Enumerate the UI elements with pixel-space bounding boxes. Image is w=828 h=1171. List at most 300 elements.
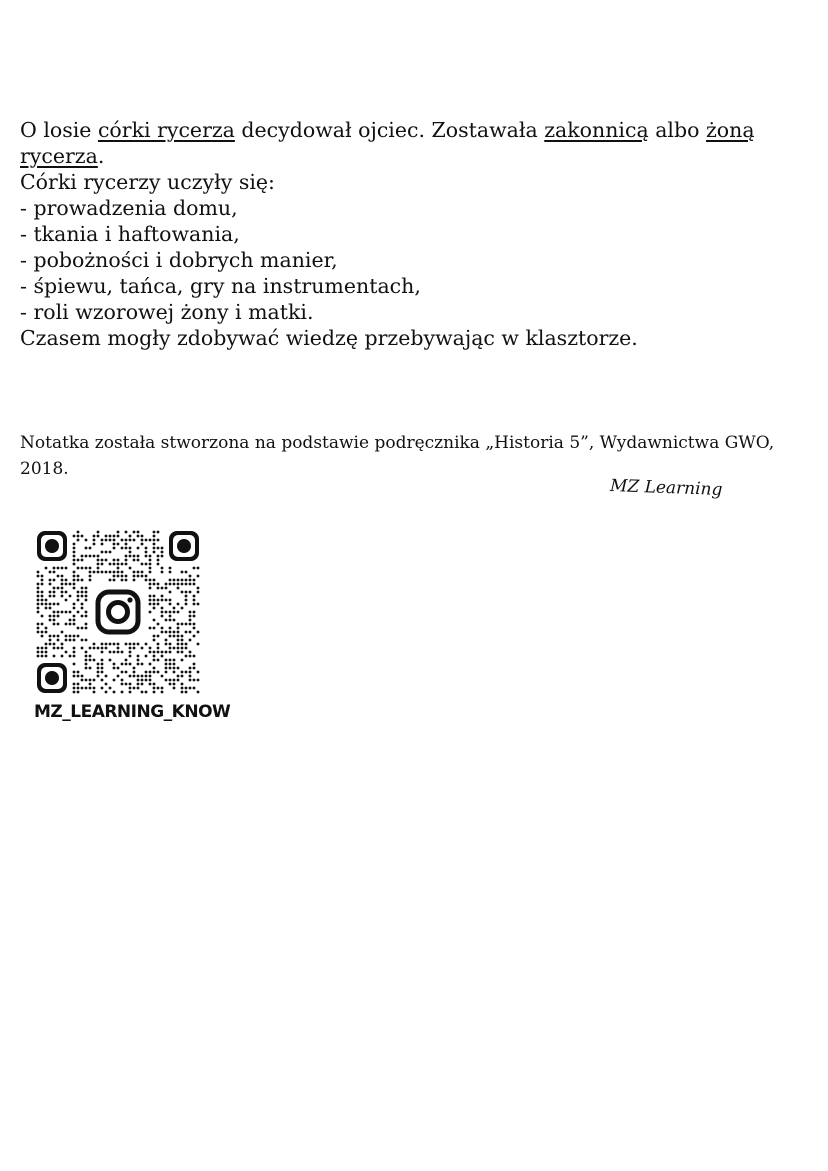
qr-module <box>77 575 80 578</box>
qr-module <box>41 655 44 658</box>
qr-module <box>77 579 80 582</box>
qr-module <box>145 575 148 578</box>
qr-module <box>61 583 64 586</box>
qr-module <box>133 675 136 678</box>
qr-module <box>81 595 84 598</box>
qr-module <box>145 551 148 554</box>
qr-module <box>125 579 128 582</box>
qr-module <box>141 683 144 686</box>
qr-module <box>153 551 156 554</box>
qr-module <box>89 659 92 662</box>
qr-module <box>129 691 132 694</box>
qr-module <box>161 567 164 570</box>
qr-module <box>77 599 80 602</box>
qr-module <box>97 671 100 674</box>
qr-module <box>45 567 48 570</box>
qr-module <box>149 671 152 674</box>
qr-module <box>129 535 132 538</box>
qr-module <box>137 643 140 646</box>
qr-module <box>141 675 144 678</box>
qr-module <box>41 599 44 602</box>
qr-module <box>45 631 48 634</box>
qr-module <box>65 623 68 626</box>
qr-module <box>73 563 76 566</box>
qr-module <box>193 667 196 670</box>
qr-module <box>165 639 168 642</box>
qr-module <box>153 691 156 694</box>
qr-module <box>81 687 84 690</box>
qr-module <box>85 663 88 666</box>
qr-module <box>109 571 112 574</box>
qr-module <box>153 639 156 642</box>
qr-module <box>189 579 192 582</box>
qr-module <box>157 647 160 650</box>
qr-module <box>145 675 148 678</box>
qr-module <box>53 615 56 618</box>
qr-module <box>153 635 156 638</box>
qr-module <box>49 595 52 598</box>
intro-text-1: O losie <box>20 118 98 142</box>
qr-module <box>129 663 132 666</box>
qr-module <box>197 643 200 646</box>
qr-module <box>109 687 112 690</box>
qr-module <box>121 563 124 566</box>
qr-module <box>113 543 116 546</box>
qr-module <box>173 683 176 686</box>
qr-module <box>97 667 100 670</box>
qr-module <box>185 595 188 598</box>
intro-paragraph <box>20 117 810 169</box>
qr-module <box>141 563 144 566</box>
qr-module <box>141 539 144 542</box>
qr-module <box>85 547 88 550</box>
qr-module <box>61 643 64 646</box>
qr-module <box>145 563 148 566</box>
qr-module <box>73 619 76 622</box>
qr-module <box>117 563 120 566</box>
qr-module <box>161 627 164 630</box>
qr-module <box>197 575 200 578</box>
qr-module <box>117 667 120 670</box>
qr-module <box>149 679 152 682</box>
qr-module <box>109 539 112 542</box>
qr-module <box>165 611 168 614</box>
qr-module <box>57 615 60 618</box>
qr-module <box>65 567 68 570</box>
qr-module <box>193 635 196 638</box>
qr-module <box>89 667 92 670</box>
qr-module <box>101 667 104 670</box>
qr-module <box>121 691 124 694</box>
qr-module <box>141 575 144 578</box>
qr-module <box>109 659 112 662</box>
qr-module <box>125 559 128 562</box>
qr-module <box>129 675 132 678</box>
qr-module <box>157 659 160 662</box>
qr-module <box>169 683 172 686</box>
qr-module <box>81 567 84 570</box>
qr-module <box>189 655 192 658</box>
qr-module <box>89 567 92 570</box>
qr-module <box>177 623 180 626</box>
qr-module <box>101 671 104 674</box>
qr-module <box>161 615 164 618</box>
qr-module <box>49 583 52 586</box>
term-zona-rycerza: żoną rycerza <box>20 118 755 168</box>
qr-module <box>85 555 88 558</box>
qr-module <box>113 663 116 666</box>
qr-module <box>53 623 56 626</box>
qr-module <box>45 655 48 658</box>
qr-module <box>193 663 196 666</box>
qr-module <box>157 547 160 550</box>
qr-module <box>73 675 76 678</box>
qr-module <box>169 619 172 622</box>
intro-text-2: decydował ojciec. Zostawała <box>234 118 545 142</box>
qr-module <box>121 539 124 542</box>
qr-module <box>185 571 188 574</box>
qr-module <box>169 631 172 634</box>
qr-module <box>105 691 108 694</box>
qr-module <box>165 643 168 646</box>
qr-module <box>189 687 192 690</box>
qr-module <box>137 571 140 574</box>
qr-module <box>113 539 116 542</box>
qr-module <box>89 575 92 578</box>
qr-module <box>101 647 104 650</box>
qr-module <box>189 651 192 654</box>
qr-module <box>125 659 128 662</box>
qr-module <box>181 591 184 594</box>
qr-module <box>105 539 108 542</box>
qr-module <box>37 627 40 630</box>
qr-module <box>181 683 184 686</box>
qr-module <box>57 567 60 570</box>
qr-module <box>141 647 144 650</box>
qr-module <box>61 575 64 578</box>
qr-module <box>81 675 84 678</box>
qr-module <box>49 607 52 610</box>
qr-module <box>97 571 100 574</box>
qr-module <box>81 591 84 594</box>
qr-module <box>121 547 124 550</box>
qr-module <box>117 531 120 534</box>
qr-module <box>85 591 88 594</box>
qr-module <box>177 627 180 630</box>
qr-module <box>37 623 40 626</box>
qr-module <box>101 563 104 566</box>
qr-module <box>133 671 136 674</box>
qr-module <box>109 643 112 646</box>
qr-module <box>105 571 108 574</box>
qr-module <box>189 615 192 618</box>
qr-module <box>45 651 48 654</box>
qr-module <box>193 679 196 682</box>
qr-module <box>177 643 180 646</box>
qr-module <box>41 595 44 598</box>
qr-module <box>197 603 200 606</box>
qr-module <box>97 559 100 562</box>
qr-module <box>77 683 80 686</box>
qr-module <box>189 583 192 586</box>
qr-module <box>93 691 96 694</box>
qr-module <box>153 687 156 690</box>
qr-module <box>97 663 100 666</box>
qr-module <box>181 607 184 610</box>
qr-module <box>161 651 164 654</box>
qr-module <box>181 639 184 642</box>
qr-module <box>157 583 160 586</box>
intro-text-3: albo <box>648 118 706 142</box>
qr-module <box>113 575 116 578</box>
qr-module <box>161 631 164 634</box>
qr-module <box>137 675 140 678</box>
qr-module <box>185 655 188 658</box>
qr-module <box>109 535 112 538</box>
qr-module <box>169 651 172 654</box>
qr-module <box>53 603 56 606</box>
qr-module <box>65 579 68 582</box>
qr-module <box>145 679 148 682</box>
qr-module <box>193 627 196 630</box>
qr-module <box>133 667 136 670</box>
qr-module <box>109 563 112 566</box>
qr-module <box>181 671 184 674</box>
qr-module <box>61 591 64 594</box>
qr-module <box>189 675 192 678</box>
qr-module <box>109 551 112 554</box>
qr-module <box>53 595 56 598</box>
qr-code[interactable] <box>36 530 200 694</box>
qr-module <box>113 547 116 550</box>
qr-module <box>153 683 156 686</box>
qr-module <box>69 635 72 638</box>
qr-module <box>109 579 112 582</box>
qr-module <box>173 667 176 670</box>
qr-module <box>133 571 136 574</box>
qr-module <box>129 683 132 686</box>
qr-module <box>45 603 48 606</box>
list-item: - tkania i haftowania, <box>20 222 240 246</box>
qr-module <box>189 611 192 614</box>
note-body <box>20 117 810 351</box>
qr-module <box>169 643 172 646</box>
qr-module <box>153 535 156 538</box>
qr-module <box>157 687 160 690</box>
qr-module <box>77 687 80 690</box>
qr-module <box>177 679 180 682</box>
qr-module <box>53 611 56 614</box>
qr-module <box>145 579 148 582</box>
qr-module <box>45 627 48 630</box>
qr-module <box>81 607 84 610</box>
qr-module <box>105 559 108 562</box>
qr-module <box>73 579 76 582</box>
qr-module <box>129 651 132 654</box>
qr-module <box>121 571 124 574</box>
qr-module <box>137 659 140 662</box>
qr-module <box>81 579 84 582</box>
qr-module <box>93 679 96 682</box>
qr-module <box>85 587 88 590</box>
qr-module <box>181 691 184 694</box>
qr-module <box>149 587 152 590</box>
qr-module <box>181 571 184 574</box>
qr-module <box>73 651 76 654</box>
qr-module <box>37 603 40 606</box>
qr-module <box>77 559 80 562</box>
qr-module <box>85 595 88 598</box>
qr-module <box>181 647 184 650</box>
qr-module <box>129 547 132 550</box>
qr-module <box>197 671 200 674</box>
qr-module <box>77 531 80 534</box>
qr-module <box>169 599 172 602</box>
qr-module <box>113 679 116 682</box>
qr-module <box>77 611 80 614</box>
qr-module <box>165 619 168 622</box>
qr-module <box>73 691 76 694</box>
qr-module <box>81 647 84 650</box>
qr-module <box>73 607 76 610</box>
qr-module <box>65 591 68 594</box>
qr-module <box>185 623 188 626</box>
qr-module <box>153 659 156 662</box>
qr-module <box>65 583 68 586</box>
qr-module <box>93 555 96 558</box>
qr-module <box>181 623 184 626</box>
qr-module <box>73 671 76 674</box>
qr-module <box>113 691 116 694</box>
qr-module <box>85 639 88 642</box>
qr-module <box>49 591 52 594</box>
qr-module <box>173 659 176 662</box>
qr-module <box>69 639 72 642</box>
qr-module <box>157 651 160 654</box>
qr-module <box>85 667 88 670</box>
qr-module <box>169 663 172 666</box>
qr-module <box>73 687 76 690</box>
qr-module <box>165 663 168 666</box>
qr-module <box>145 643 148 646</box>
qr-module <box>57 575 60 578</box>
qr-module <box>89 687 92 690</box>
qr-module <box>113 559 116 562</box>
qr-module <box>77 591 80 594</box>
qr-module <box>53 591 56 594</box>
qr-module <box>153 627 156 630</box>
qr-module <box>153 595 156 598</box>
qr-module <box>173 579 176 582</box>
qr-module <box>157 559 160 562</box>
qr-module <box>169 635 172 638</box>
qr-module <box>121 651 124 654</box>
qr-module <box>173 583 176 586</box>
qr-module <box>185 603 188 606</box>
qr-module <box>81 535 84 538</box>
qr-module <box>73 639 76 642</box>
qr-module <box>137 535 140 538</box>
qr-module <box>37 591 40 594</box>
qr-module <box>153 579 156 582</box>
qr-module <box>181 675 184 678</box>
qr-module <box>89 647 92 650</box>
qr-module <box>165 651 168 654</box>
qr-module <box>149 555 152 558</box>
qr-module <box>117 543 120 546</box>
qr-module <box>149 663 152 666</box>
qr-module <box>185 599 188 602</box>
qr-module <box>121 575 124 578</box>
qr-module <box>161 555 164 558</box>
qr-module <box>61 631 64 634</box>
qr-module <box>177 635 180 638</box>
qr-module <box>101 687 104 690</box>
qr-module <box>53 579 56 582</box>
qr-module <box>125 547 128 550</box>
qr-module <box>45 647 48 650</box>
qr-module <box>73 575 76 578</box>
qr-module <box>93 535 96 538</box>
qr-module <box>165 671 168 674</box>
term-zakonnica: zakonnicą <box>544 118 649 142</box>
qr-module <box>169 603 172 606</box>
qr-module <box>193 687 196 690</box>
qr-module <box>77 595 80 598</box>
qr-module <box>73 663 76 666</box>
qr-module <box>73 535 76 538</box>
qr-module <box>73 571 76 574</box>
qr-module <box>149 647 152 650</box>
qr-module <box>117 567 120 570</box>
qr-module <box>181 583 184 586</box>
qr-module <box>149 563 152 566</box>
qr-module <box>173 663 176 666</box>
qr-module <box>89 579 92 582</box>
qr-module <box>53 655 56 658</box>
qr-module <box>145 539 148 542</box>
qr-module <box>137 559 140 562</box>
qr-module <box>101 551 104 554</box>
qr-module <box>157 563 160 566</box>
qr-module <box>105 647 108 650</box>
qr-module <box>93 571 96 574</box>
qr-module <box>61 587 64 590</box>
qr-module <box>101 679 104 682</box>
qr-module <box>153 651 156 654</box>
qr-module <box>81 603 84 606</box>
qr-module <box>181 651 184 654</box>
qr-module <box>157 671 160 674</box>
qr-module <box>149 603 152 606</box>
qr-module <box>73 559 76 562</box>
qr-module <box>177 631 180 634</box>
qr-module <box>161 599 164 602</box>
qr-module <box>73 647 76 650</box>
qr-module <box>117 651 120 654</box>
qr-module <box>97 675 100 678</box>
qr-module <box>181 579 184 582</box>
qr-module <box>153 583 156 586</box>
qr-module <box>37 611 40 614</box>
qr-module <box>125 531 128 534</box>
qr-module <box>101 571 104 574</box>
qr-module <box>169 567 172 570</box>
qr-module <box>149 627 152 630</box>
qr-module <box>57 639 60 642</box>
qr-module <box>125 575 128 578</box>
qr-module <box>197 591 200 594</box>
